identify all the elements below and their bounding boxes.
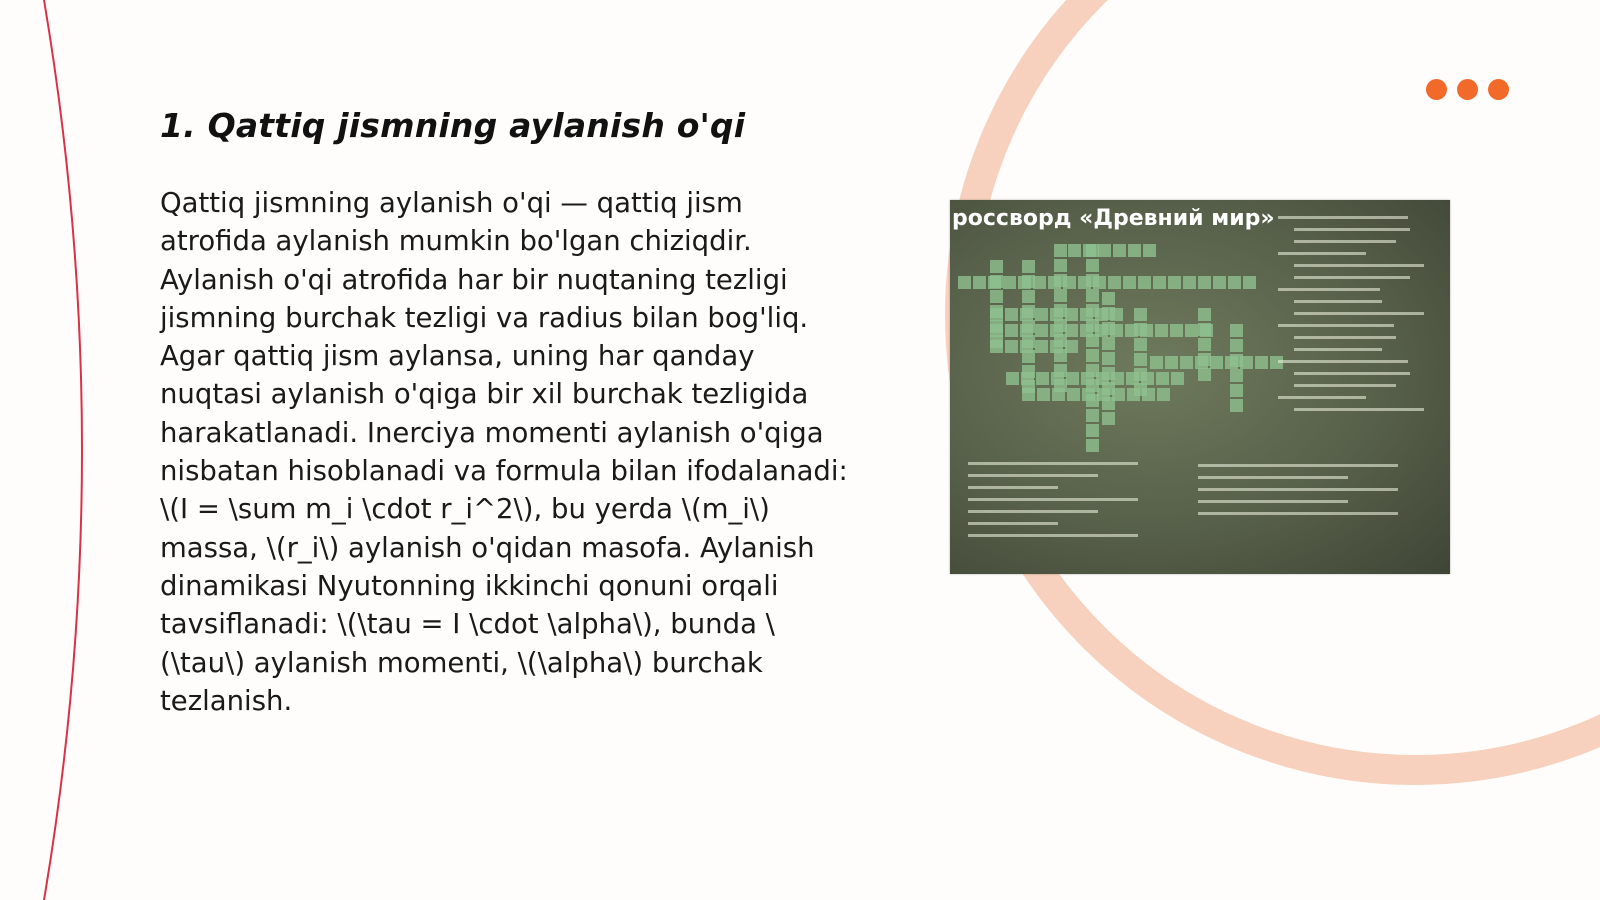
crossword-cell (1054, 364, 1067, 377)
crossword-cell (1230, 384, 1243, 397)
crossword-cell (1102, 412, 1115, 425)
crossword-cell (1198, 338, 1211, 351)
crossword-cell (1067, 388, 1080, 401)
crossword-cell (1022, 350, 1035, 363)
crossword-cell (958, 276, 971, 289)
crossword-cell (1054, 349, 1067, 362)
crossword-cell (1230, 339, 1243, 352)
crossword-cell (1185, 324, 1198, 337)
crossword-cell (1086, 244, 1099, 257)
clue-line (1294, 228, 1410, 231)
clue-line (1294, 336, 1396, 339)
crossword-cell (1102, 382, 1115, 395)
crossword-cell (1198, 368, 1211, 381)
crossword-cell (1168, 276, 1181, 289)
dot-icon (1426, 79, 1447, 100)
crossword-cell (1054, 244, 1067, 257)
crossword-cell (1171, 372, 1184, 385)
dot-icon (1457, 79, 1478, 100)
crossword-cell (1035, 324, 1048, 337)
crossword-cell (1108, 276, 1121, 289)
clue-line (1278, 252, 1366, 255)
clue-line (1198, 464, 1398, 467)
crossword-cell (990, 275, 1003, 288)
crossword-cell (1150, 356, 1163, 369)
crossword-cell (1086, 334, 1099, 347)
crossword-cell (1243, 276, 1256, 289)
clue-line (1294, 276, 1410, 279)
crossword-cell (1098, 244, 1111, 257)
clue-line (1294, 348, 1382, 351)
clue-line (1294, 312, 1424, 315)
decorative-left-curve (44, 0, 82, 900)
crossword-cell (990, 335, 1003, 348)
crossword-cell (1156, 372, 1169, 385)
crossword-cell (1086, 319, 1099, 332)
crossword-cell (1054, 379, 1067, 392)
crossword-cell (1086, 364, 1099, 377)
clue-line (1198, 500, 1348, 503)
clue-line (968, 474, 1098, 477)
clue-line (968, 510, 1098, 513)
crossword-cell (1102, 337, 1115, 350)
crossword-cell (1086, 394, 1099, 407)
crossword-cell (1123, 276, 1136, 289)
crossword-cell (1138, 276, 1151, 289)
slide-body-text: Qattiq jismning aylanish o'qi — qattiq jism atrofida aylanish mumkin bo'lgan chiziqdir. Aylanish o'qi atrofida har bir nuqtaning tezligi jismning burchak tezligi va radius bilan bog'liq. Agar qattiq jism aylansa, uning har qanday nuqtasi aylanish o'qiga bir xil burchak tezligida harakatlanadi. Inerciya momenti aylanish o'qiga nisbatan hisoblanadi va formula bilan ifodalanadi: \(I = \sum m_i \cdot r_i^2\), bu yerda \(m_i\) massa, \(r_i\) aylanish o'qidan masofa. Aylanish dinamikasi Nyutonning ikkinchi qonuni orqali tavsiflanadi: \(\tau = I \cdot \alpha\), bunda \(\tau\) aylanish momenti, \(\alpha\) burchak tezlanish. (160, 187, 848, 717)
crossword-cell (1005, 324, 1018, 337)
crossword-cell (1086, 409, 1099, 422)
crossword-cell (1213, 276, 1226, 289)
crossword-cell (1143, 244, 1156, 257)
crossword-cell (1054, 304, 1067, 317)
crossword-cell (1022, 335, 1035, 348)
clue-line (1278, 288, 1380, 291)
clue-line (1294, 372, 1410, 375)
crossword-cell (1102, 397, 1115, 410)
crossword-cell (1102, 367, 1115, 380)
crossword-cell (1037, 388, 1050, 401)
crossword-cell (1183, 276, 1196, 289)
crossword-cell (1005, 340, 1018, 353)
crossword-cell (1035, 340, 1048, 353)
crossword-title: россворд «Древний мир» (952, 206, 1275, 231)
crossword-cell (1113, 244, 1126, 257)
clue-line (968, 498, 1138, 501)
crossword-cell (1157, 388, 1170, 401)
crossword-cell (1155, 324, 1168, 337)
crossword-cell (1180, 356, 1193, 369)
crossword-cell (1022, 260, 1035, 273)
clue-line (1278, 396, 1366, 399)
crossword-cell (1170, 324, 1183, 337)
crossword-cell (1036, 372, 1049, 385)
crossword-cell (1035, 308, 1048, 321)
slide-title: 1. Qattiq jismning aylanish o'qi (160, 106, 746, 145)
crossword-cell (1230, 399, 1243, 412)
crossword-cell (1230, 369, 1243, 382)
clue-line (1294, 264, 1424, 267)
crossword-cell (1068, 244, 1081, 257)
crossword-cell (1230, 324, 1243, 337)
crossword-cells (958, 244, 1283, 452)
crossword-cell (1198, 276, 1211, 289)
crossword-cell (1022, 320, 1035, 333)
crossword-cell (1054, 274, 1067, 287)
crossword-cell (990, 290, 1003, 303)
clue-line (1198, 512, 1398, 515)
crossword-cell (1086, 304, 1099, 317)
clue-line (968, 534, 1138, 537)
crossword-grid-picture (950, 200, 1450, 574)
crossword-cell (1134, 308, 1147, 321)
clue-line (1278, 360, 1408, 363)
crossword-cell (990, 260, 1003, 273)
crossword-cell (1086, 439, 1099, 452)
crossword-cell (1228, 276, 1241, 289)
clue-line (1294, 240, 1396, 243)
crossword-cell (1102, 352, 1115, 365)
crossword-cell (1022, 275, 1035, 288)
menu-dots (1426, 79, 1509, 100)
crossword-cell (1054, 289, 1067, 302)
clue-line (968, 522, 1058, 525)
crossword-cell (1005, 308, 1018, 321)
crossword-cell (1134, 323, 1147, 336)
crossword-cell (1128, 244, 1141, 257)
clue-line (1278, 324, 1394, 327)
crossword-cell (1003, 276, 1016, 289)
crossword-cell (1054, 334, 1067, 347)
crossword-cell (1022, 380, 1035, 393)
clue-line (968, 462, 1138, 465)
crossword-cell (1086, 274, 1099, 287)
crossword-cell (1165, 356, 1178, 369)
clue-line (1278, 216, 1408, 219)
crossword-cell (1102, 292, 1115, 305)
crossword-cell (1066, 372, 1079, 385)
crossword-cell (1102, 322, 1115, 335)
clue-line (1198, 476, 1348, 479)
crossword-cell (990, 320, 1003, 333)
crossword-cell (1230, 354, 1243, 367)
crossword-cell (1054, 259, 1067, 272)
clue-line (968, 486, 1058, 489)
crossword-cell (1153, 276, 1166, 289)
crossword-cell (1134, 353, 1147, 366)
crossword-cell (1198, 308, 1211, 321)
crossword-cell (1086, 289, 1099, 302)
crossword-cell (1102, 307, 1115, 320)
crossword-cell (1134, 368, 1147, 381)
clue-line (1198, 488, 1398, 491)
crossword-cell (1022, 290, 1035, 303)
crossword-image (950, 200, 1450, 574)
crossword-cell (1086, 379, 1099, 392)
crossword-cell (1255, 356, 1268, 369)
crossword-cell (1198, 323, 1211, 336)
crossword-cell (1198, 353, 1211, 366)
crossword-cell (1022, 305, 1035, 318)
crossword-cell (1210, 356, 1223, 369)
crossword-cell (1022, 365, 1035, 378)
crossword-cell (1054, 319, 1067, 332)
crossword-cell (1006, 372, 1019, 385)
crossword-cell (1086, 259, 1099, 272)
crossword-cell (973, 276, 986, 289)
crossword-cell (990, 305, 1003, 318)
clue-line (1294, 408, 1424, 411)
clue-line (1294, 384, 1396, 387)
crossword-cell (1134, 338, 1147, 351)
crossword-cell (1086, 424, 1099, 437)
crossword-cell (1086, 349, 1099, 362)
dot-icon (1488, 79, 1509, 100)
crossword-cell (1134, 383, 1147, 396)
clue-line (1294, 300, 1382, 303)
